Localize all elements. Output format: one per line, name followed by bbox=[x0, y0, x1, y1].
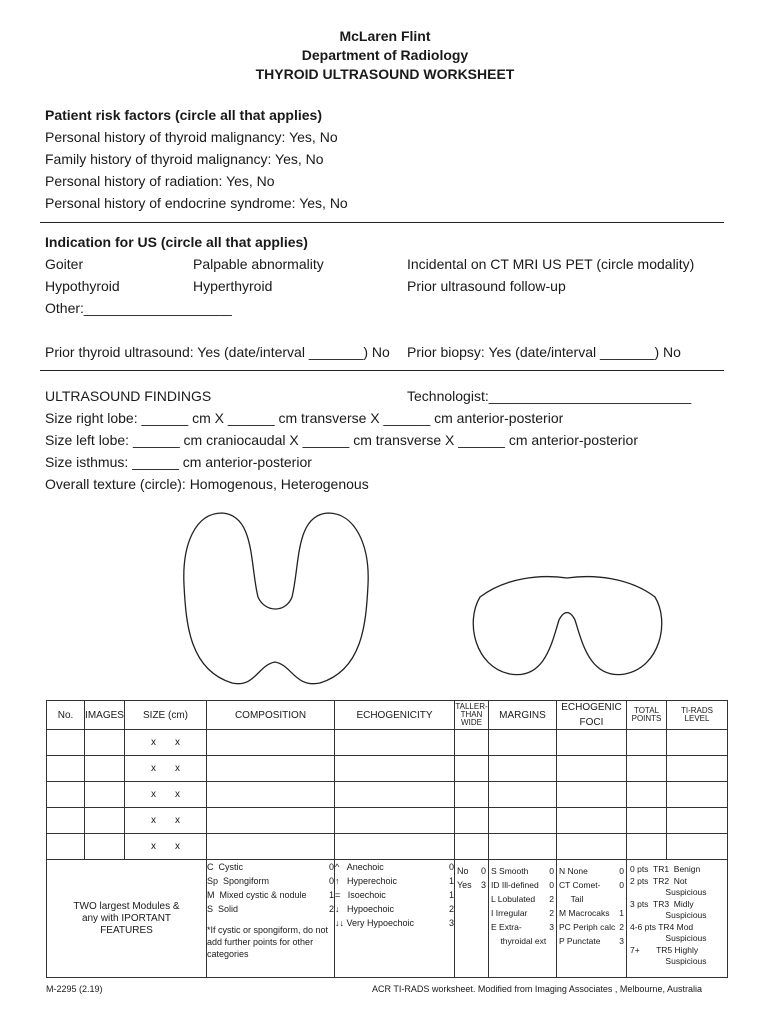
legend-points: 0 bbox=[328, 876, 334, 886]
tirads-line: 3 pts TR3 Midly bbox=[630, 898, 694, 909]
legend-line bbox=[457, 878, 486, 892]
legend-line bbox=[335, 916, 454, 930]
taller-cell[interactable] bbox=[455, 834, 489, 860]
tirads-line: 0 pts TR1 Benign bbox=[630, 864, 701, 874]
legend-label: Mixed cystic & nodule bbox=[219, 890, 307, 900]
table-row bbox=[47, 756, 728, 782]
tirads-cell[interactable] bbox=[667, 756, 728, 782]
points-cell[interactable] bbox=[627, 834, 667, 860]
size-x: x bbox=[175, 763, 180, 774]
legend-points: 1 bbox=[448, 890, 454, 900]
anechoic-symbol-icon: ^ bbox=[335, 862, 340, 872]
composition-cell[interactable] bbox=[207, 808, 335, 834]
size-x: x bbox=[151, 841, 156, 852]
tirads-line: Suspicious bbox=[630, 956, 707, 966]
foci-cell[interactable] bbox=[557, 756, 627, 782]
risk-item[interactable]: Personal history of thyroid malignancy: Yes, No bbox=[45, 129, 338, 145]
legend-points: 2 bbox=[328, 904, 334, 914]
legend-points: 0 bbox=[480, 866, 486, 876]
arrow-up-icon: ↑ bbox=[335, 876, 340, 886]
tirads-cell[interactable] bbox=[667, 730, 728, 756]
tirads-legend bbox=[627, 860, 728, 978]
legend-line bbox=[335, 888, 454, 902]
tirads-line: 7+ TR5 Highly bbox=[630, 944, 699, 955]
col-header-margins: MARGINS bbox=[489, 701, 557, 730]
composition-cell[interactable] bbox=[207, 756, 335, 782]
header-line: FOCI bbox=[579, 717, 604, 728]
table-row bbox=[47, 808, 728, 834]
arrow-down-icon: ↓ bbox=[335, 904, 340, 914]
indication-heading: Indication for US (circle all that applies) bbox=[45, 234, 308, 250]
taller-cell[interactable] bbox=[455, 782, 489, 808]
images-cell[interactable] bbox=[85, 834, 125, 860]
table-row bbox=[47, 730, 728, 756]
tirads-line: Suspicious bbox=[630, 887, 707, 897]
legend-label: thyroidal ext bbox=[491, 936, 547, 946]
texture-field[interactable]: Overall texture (circle): Homogenous, Heterogenous bbox=[45, 476, 369, 492]
col-header-total-points bbox=[627, 701, 667, 730]
legend-label: S Smooth bbox=[491, 866, 529, 876]
legend-code: M bbox=[207, 890, 215, 900]
echogenicity-cell[interactable] bbox=[335, 808, 455, 834]
taller-cell[interactable] bbox=[455, 756, 489, 782]
points-cell[interactable] bbox=[627, 730, 667, 756]
legend-line bbox=[457, 864, 486, 878]
legend-line bbox=[207, 874, 334, 888]
legend-code: S bbox=[207, 904, 214, 914]
margins-cell[interactable] bbox=[489, 756, 557, 782]
size-x: x bbox=[175, 737, 180, 748]
prior-biopsy-field[interactable]: Prior biopsy: Yes (date/interval _______) No bbox=[407, 344, 681, 360]
indication-palpable[interactable]: Palpable abnormality bbox=[193, 256, 324, 272]
legend-label: Solid bbox=[218, 904, 239, 914]
points-cell[interactable] bbox=[627, 808, 667, 834]
tirads-cell[interactable] bbox=[667, 808, 728, 834]
legend-points: 0 bbox=[549, 880, 554, 890]
images-cell[interactable] bbox=[85, 808, 125, 834]
echogenicity-cell[interactable] bbox=[335, 834, 455, 860]
indication-goiter[interactable]: Goiter bbox=[45, 256, 84, 272]
risk-item[interactable]: Family history of thyroid malignancy: Yes, No bbox=[45, 151, 324, 167]
foci-cell[interactable] bbox=[557, 730, 627, 756]
technologist-field[interactable]: Technologist:__________________________ bbox=[407, 388, 692, 404]
org-name: McLaren Flint bbox=[339, 28, 431, 44]
legend-points: 2 bbox=[448, 904, 454, 914]
legend-row bbox=[47, 860, 728, 978]
legend-line bbox=[491, 920, 554, 934]
legend-code: C bbox=[207, 862, 214, 872]
tirads-line: 2 pts TR2 Not bbox=[630, 875, 688, 886]
composition-legend bbox=[207, 860, 335, 978]
composition-cell[interactable] bbox=[207, 834, 335, 860]
margins-cell[interactable] bbox=[489, 834, 557, 860]
legend-label: No bbox=[457, 866, 469, 876]
size-cell[interactable] bbox=[125, 782, 207, 808]
col-header-taller-than-wide bbox=[455, 701, 489, 730]
header-line: ECHOGENIC bbox=[561, 702, 622, 713]
nodule-no-cell[interactable] bbox=[47, 730, 85, 756]
col-header-images: IMAGES bbox=[85, 701, 125, 730]
legend-line bbox=[559, 892, 624, 906]
composition-cell[interactable] bbox=[207, 782, 335, 808]
tirads-cell[interactable] bbox=[667, 782, 728, 808]
header-line: TALLER- bbox=[455, 702, 488, 711]
risk-item[interactable]: Personal history of endocrine syndrome: Yes, No bbox=[45, 195, 348, 211]
nodule-no-cell[interactable] bbox=[47, 756, 85, 782]
col-header-no: No. bbox=[47, 701, 85, 730]
size-x: x bbox=[175, 789, 180, 800]
indication-hypothyroid[interactable]: Hypothyroid bbox=[45, 278, 120, 294]
col-header-echogenicity: ECHOGENICITY bbox=[335, 701, 455, 730]
size-cell[interactable] bbox=[125, 808, 207, 834]
nodule-table bbox=[46, 700, 728, 978]
echogenicity-cell[interactable] bbox=[335, 730, 455, 756]
equals-icon: = bbox=[335, 890, 341, 900]
legend-line bbox=[207, 902, 334, 916]
col-header-tirads-level bbox=[667, 701, 728, 730]
margins-cell[interactable] bbox=[489, 782, 557, 808]
nodule-no-cell[interactable] bbox=[47, 834, 85, 860]
divider bbox=[40, 222, 724, 223]
size-x: x bbox=[151, 815, 156, 826]
header-line: TI-RADS bbox=[681, 706, 713, 715]
header-line: THAN bbox=[460, 710, 483, 719]
legend-label: L Lobulated bbox=[491, 894, 536, 904]
taller-cell[interactable] bbox=[455, 730, 489, 756]
tirads-cell[interactable] bbox=[667, 834, 728, 860]
legend-points: 3 bbox=[448, 918, 454, 928]
legend-points: 2 bbox=[549, 908, 554, 918]
legend-line bbox=[491, 878, 554, 892]
echogenicity-cell[interactable] bbox=[335, 756, 455, 782]
divider bbox=[40, 370, 724, 371]
legend-points: 0 bbox=[549, 866, 554, 876]
legend-code: Sp bbox=[207, 876, 219, 886]
legend-label: Isoechoic bbox=[347, 890, 386, 900]
header-line: WIDE bbox=[461, 718, 482, 727]
legend-label: TWO largest Modules & any with IPORTANT FEATURES bbox=[47, 860, 207, 978]
legend-label: I Irregular bbox=[491, 908, 528, 918]
nodule-no-cell[interactable] bbox=[47, 808, 85, 834]
legend-points: 2 bbox=[619, 922, 624, 932]
size-x: x bbox=[175, 841, 180, 852]
margins-cell[interactable] bbox=[489, 730, 557, 756]
legend-label: Yes bbox=[457, 880, 472, 890]
legend-label: N None bbox=[559, 866, 588, 876]
legend-label: Very Hypoechoic bbox=[346, 918, 415, 928]
legend-label: Spongiform bbox=[223, 876, 270, 886]
size-x: x bbox=[151, 789, 156, 800]
findings-heading: ULTRASOUND FINDINGS bbox=[45, 388, 212, 404]
legend-line bbox=[491, 934, 554, 948]
indication-other-field[interactable]: Other:___________________ bbox=[45, 300, 232, 316]
table-row bbox=[47, 834, 728, 860]
foci-cell[interactable] bbox=[557, 834, 627, 860]
indication-hyperthyroid[interactable]: Hyperthyroid bbox=[193, 278, 273, 294]
form-code: M-2295 (2.19) bbox=[46, 984, 103, 994]
col-header-composition: COMPOSITION bbox=[207, 701, 335, 730]
legend-points: 3 bbox=[549, 922, 554, 932]
images-cell[interactable] bbox=[85, 730, 125, 756]
left-lobe-size-field[interactable]: Size left lobe: ______ cm craniocaudal X ______ cm transverse X ______ cm anterior-posterior bbox=[45, 432, 638, 448]
legend-points: 0 bbox=[619, 880, 624, 890]
composition-note: *If cystic or spongiform, do not add further points for other categories bbox=[207, 925, 329, 959]
indication-prior-followup[interactable]: Prior ultrasound follow-up bbox=[407, 278, 566, 294]
legend-label: CT Comet- bbox=[559, 880, 601, 890]
size-x: x bbox=[151, 763, 156, 774]
legend-line bbox=[559, 934, 624, 948]
legend-points: 1 bbox=[328, 890, 334, 900]
echogenicity-cell[interactable] bbox=[335, 782, 455, 808]
risk-heading: Patient risk factors (circle all that applies) bbox=[45, 107, 322, 123]
legend-line bbox=[335, 860, 454, 874]
header-line: TOTAL bbox=[633, 706, 660, 715]
legend-label: ID Ill-defined bbox=[491, 880, 539, 890]
legend-line bbox=[491, 906, 554, 920]
tirads-line: Suspicious bbox=[630, 910, 707, 920]
risk-item[interactable]: Personal history of radiation: Yes, No bbox=[45, 173, 275, 189]
size-cell[interactable] bbox=[125, 730, 207, 756]
nodule-no-cell[interactable] bbox=[47, 782, 85, 808]
legend-line bbox=[335, 874, 454, 888]
tirads-line: Suspicious bbox=[630, 933, 707, 943]
images-cell[interactable] bbox=[85, 756, 125, 782]
legend-line bbox=[491, 864, 554, 878]
size-cell[interactable] bbox=[125, 756, 207, 782]
echogenicity-legend bbox=[335, 860, 455, 978]
size-cell[interactable] bbox=[125, 834, 207, 860]
foci-cell[interactable] bbox=[557, 782, 627, 808]
table-row bbox=[47, 782, 728, 808]
worksheet-title: THYROID ULTRASOUND WORKSHEET bbox=[255, 66, 515, 82]
legend-label: P Punctate bbox=[559, 936, 601, 946]
legend-line bbox=[207, 888, 334, 902]
legend-label: M Macrocaks bbox=[559, 908, 610, 918]
points-cell[interactable] bbox=[627, 756, 667, 782]
taller-legend bbox=[455, 860, 489, 978]
double-arrow-down-icon: ↓↓ bbox=[335, 918, 344, 928]
legend-label: Cystic bbox=[218, 862, 244, 872]
indication-incidental[interactable]: Incidental on CT MRI US PET (circle modality) bbox=[407, 256, 695, 272]
legend-points: 2 bbox=[549, 894, 554, 904]
legend-line bbox=[559, 920, 624, 934]
header-line: LEVEL bbox=[684, 714, 710, 723]
legend-label: PC Periph calc bbox=[559, 922, 616, 932]
taller-cell[interactable] bbox=[455, 808, 489, 834]
legend-points: 0 bbox=[328, 862, 334, 872]
legend-line bbox=[207, 860, 334, 874]
images-cell[interactable] bbox=[85, 782, 125, 808]
legend-points: 0 bbox=[619, 866, 624, 876]
department-name: Department of Radiology bbox=[301, 47, 469, 63]
margins-legend bbox=[489, 860, 557, 978]
size-x: x bbox=[175, 815, 180, 826]
foci-legend bbox=[557, 860, 627, 978]
legend-label: Hyperechoic bbox=[347, 876, 398, 886]
legend-line bbox=[335, 902, 454, 916]
legend-line bbox=[559, 864, 624, 878]
thyroid-transverse-diagram bbox=[460, 572, 675, 687]
col-header-echogenic-foci bbox=[557, 701, 627, 730]
footer-credit: ACR TI-RADS worksheet. Modified from Imaging Associates , Melbourne, Australia bbox=[372, 984, 702, 994]
composition-cell[interactable] bbox=[207, 730, 335, 756]
points-cell[interactable] bbox=[627, 782, 667, 808]
legend-points: 1 bbox=[619, 908, 624, 918]
legend-line bbox=[491, 892, 554, 906]
legend-line bbox=[559, 906, 624, 920]
size-x: x bbox=[151, 737, 156, 748]
legend-points: 3 bbox=[480, 880, 486, 890]
legend-label: Anechoic bbox=[346, 862, 384, 872]
tirads-line: 4-6 pts TR4 Mod bbox=[630, 921, 694, 932]
prior-ultrasound-field[interactable]: Prior thyroid ultrasound: Yes (date/interval _______) No bbox=[45, 344, 390, 360]
margins-cell[interactable] bbox=[489, 808, 557, 834]
legend-label: Tail bbox=[559, 894, 584, 904]
right-lobe-size-field[interactable]: Size right lobe: ______ cm X ______ cm transverse X ______ cm anterior-posterior bbox=[45, 410, 564, 426]
legend-points: 1 bbox=[448, 876, 454, 886]
legend-points: 0 bbox=[448, 862, 454, 872]
legend-label: E Extra- bbox=[491, 922, 522, 932]
legend-label: Hypoechoic bbox=[347, 904, 395, 914]
foci-cell[interactable] bbox=[557, 808, 627, 834]
legend-points: 3 bbox=[619, 936, 624, 946]
isthmus-size-field[interactable]: Size isthmus: ______ cm anterior-posterior bbox=[45, 454, 312, 470]
col-header-size: SIZE (cm) bbox=[125, 701, 207, 730]
header-line: POINTS bbox=[631, 714, 662, 723]
thyroid-frontal-diagram bbox=[170, 505, 380, 690]
legend-line bbox=[559, 878, 624, 892]
